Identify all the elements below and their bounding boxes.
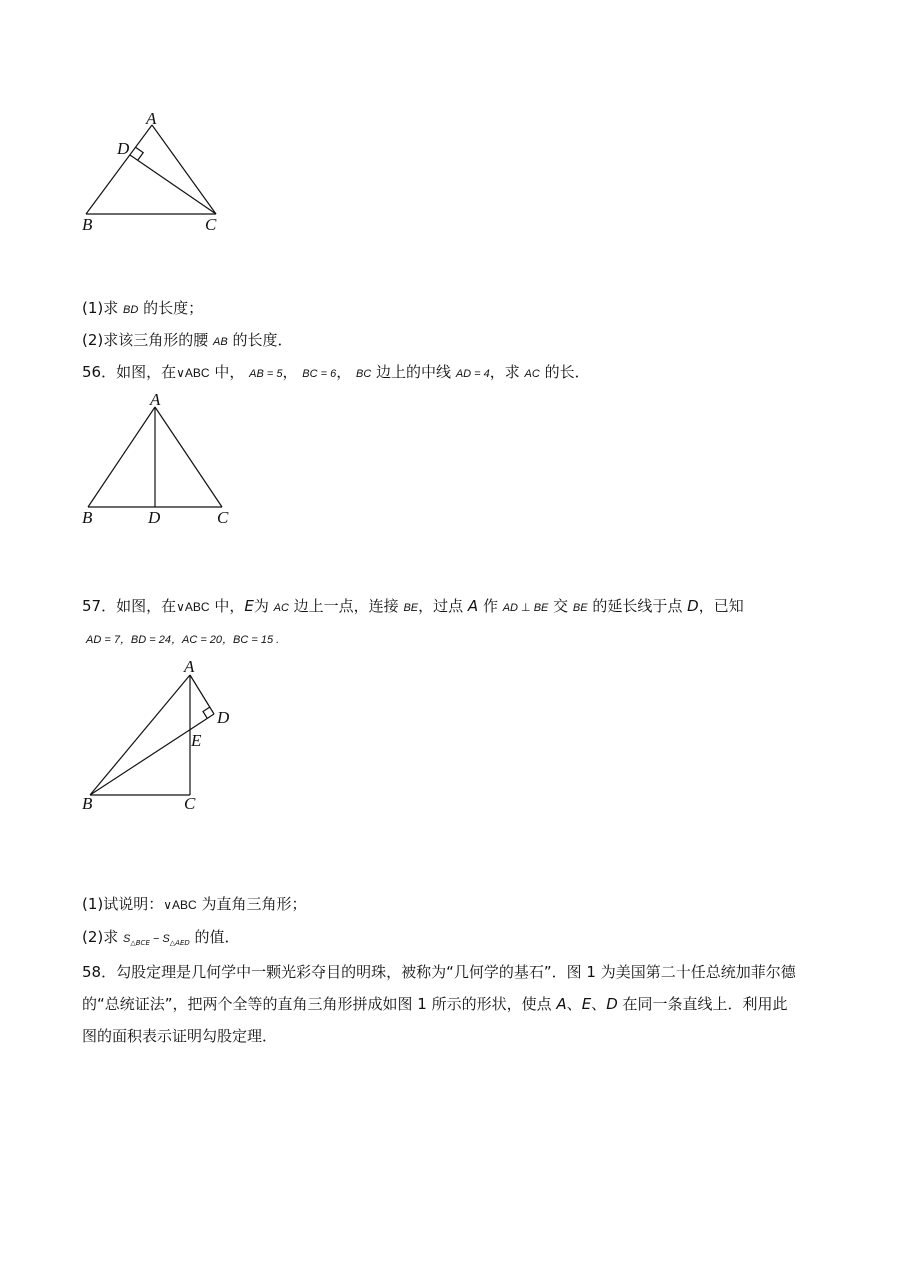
label-a: A: [184, 657, 195, 676]
right-angle-mark: [136, 147, 144, 160]
p55-question-1: (1)求 BD 的长度；: [82, 299, 204, 317]
problem-58-line-3: 图的面积表示证明勾股定理．: [82, 1027, 278, 1045]
problem-56: 56．如图，在∨ABC 中， AB = 5， BC = 6， BC 边上的中线 AD = 4，求 AC 的长．: [82, 363, 590, 381]
right-angle-mark: [203, 707, 210, 718]
problem-58-line-2: 的“总统证法”，把两个全等的直角三角形拼成如图 1 所示的形状，使点 A、E、D 在同一条直线上．利用此: [82, 995, 788, 1013]
p57-question-2: (2)求 $S_{\triangle BCE} - S_{\triangle AED}$ 的值．: [82, 928, 240, 947]
segment-bd: [90, 714, 214, 795]
segment-ad: [190, 675, 214, 714]
label-c: C: [205, 215, 217, 234]
label-c: C: [184, 794, 196, 813]
figure-triangle-cd-perpendicular: [70, 100, 240, 240]
label-b: B: [82, 508, 93, 527]
segment-ac: [155, 407, 222, 507]
label-a: A: [150, 390, 161, 409]
label-b: B: [82, 215, 93, 234]
label-a: A: [146, 109, 157, 128]
p57-question-1: (1)试说明：∨ABC 为直角三角形；: [82, 895, 307, 913]
problem-58-line-1: 58．勾股定理是几何学中一颗光彩夺目的明珠，被称为“几何学的基石”．图 1 为美国第二十任总统加菲尔德: [82, 963, 796, 981]
figure-triangle-median: [70, 385, 240, 530]
label-c: C: [217, 508, 229, 527]
segment-ab: [90, 675, 190, 795]
label-d: D: [148, 508, 161, 527]
segment-ac: [152, 125, 216, 214]
label-b: B: [82, 794, 93, 813]
label-d: D: [117, 139, 130, 158]
problem-57-line-1: 57．如图，在∨ABC 中，E为 AC 边上一点，连接 BE，过点 A 作 AD ⊥ BE 交 BE 的延长线于点 D，已知: [82, 597, 744, 615]
label-e: E: [191, 731, 202, 750]
label-d: D: [217, 708, 230, 727]
figure-right-triangle-bed: [70, 655, 250, 820]
segment-cd: [130, 155, 216, 214]
problem-57-line-2: AD = 7，BD = 24，AC = 20，BC = 15 .: [86, 634, 280, 646]
p55-question-2: (2)求该三角形的腰 AB 的长度．: [82, 331, 293, 349]
segment-ab: [88, 407, 155, 507]
